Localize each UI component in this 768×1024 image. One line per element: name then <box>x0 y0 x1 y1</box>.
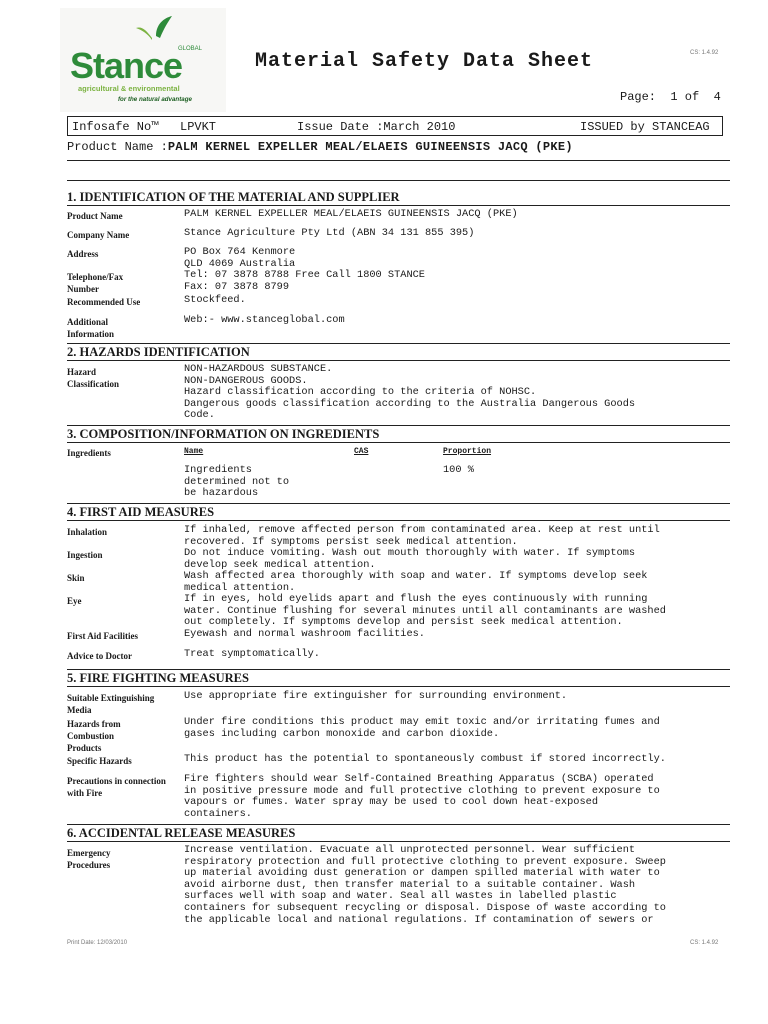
svg-text:for the natural advantage: for the natural advantage <box>118 96 192 103</box>
svg-text:Stance: Stance <box>70 45 183 86</box>
section-4-title: 4. FIRST AID MEASURES <box>67 505 215 519</box>
eye-value: If in eyes, hold eyelids apart and flush the eyes continuously with running water. Continue flushing for several minutes until all contaminants are washed out completely. If symptoms develop and persist seek medical attention. <box>184 593 666 629</box>
divider <box>67 669 730 670</box>
fire-precautions-label: Precautions in connection with Fire <box>67 776 166 798</box>
address-value: PO Box 764 Kenmore QLD 4069 Australia <box>184 246 296 270</box>
inhalation-value: If inhaled, remove affected person from contaminated area. Keep at rest until recovered. If symptoms persist seek medical attention. <box>184 524 660 548</box>
stance-logo-icon <box>60 8 226 112</box>
telephone-fax-label: Telephone/Fax Number <box>67 272 124 294</box>
extinguishing-media-label: Suitable Extinguishing Media <box>67 693 155 715</box>
advice-to-doctor-label: Advice to Doctor <box>67 651 132 661</box>
svg-text:GLOBAL: GLOBAL <box>178 46 203 52</box>
section-2-title: 2. HAZARDS IDENTIFICATION <box>67 345 250 359</box>
info-bar <box>67 116 723 136</box>
issue-date: Issue Date :March 2010 <box>297 120 456 134</box>
column-header-proportion: Proportion <box>443 447 492 456</box>
product-name-line <box>67 140 573 154</box>
ingredients-label: Ingredients <box>67 448 111 458</box>
svg-text:agricultural & environmental: agricultural & environmental <box>78 84 180 93</box>
company-name-label: Company Name <box>67 230 130 240</box>
first-aid-facilities-value: Eyewash and normal washroom facilities. <box>184 628 425 640</box>
divider <box>67 520 730 521</box>
page-number: Page: 1 of 4 <box>620 90 721 104</box>
infosafe-label: Infosafe No™ <box>72 120 159 134</box>
divider <box>67 180 730 181</box>
emergency-procedures-value: Increase ventilation. Evacuate all unprotected personnel. Wear sufficient respiratory protection and full protective clothing to prevent exposure. Sweep up material avoiding dust generation or dampen spilled material with water to avoid airborne dust, then transfer material to a suitable container. Wash surfaces well with soap and water. Seal all wastes in labelled plastic containers for subsequent recycling or disposal. Dispose of waste according to the applicable local and national regulations. If contamination of sewers or <box>184 844 666 926</box>
divider <box>67 205 730 206</box>
skin-label: Skin <box>67 573 85 583</box>
recommended-use-value: Stockfeed. <box>184 294 246 306</box>
section-1-title: 1. IDENTIFICATION OF THE MATERIAL AND SUPPLIER <box>67 190 400 204</box>
advice-to-doctor-value: Treat symptomatically. <box>184 648 320 660</box>
eye-label: Eye <box>67 596 82 606</box>
divider <box>67 503 730 504</box>
section-5-title: 5. FIRE FIGHTING MEASURES <box>67 671 249 685</box>
divider <box>67 442 730 443</box>
emergency-procedures-label: Emergency Procedures <box>67 848 111 870</box>
infosafe-number: LPVKT <box>180 120 217 134</box>
divider <box>67 160 730 161</box>
divider <box>67 343 730 344</box>
inhalation-label: Inhalation <box>67 527 108 537</box>
divider <box>67 686 730 687</box>
company-logo <box>60 8 226 112</box>
additional-info-value: Web:- www.stanceglobal.com <box>184 314 345 326</box>
recommended-use-label: Recommended Use <box>67 297 141 307</box>
divider <box>67 360 730 361</box>
section-6-title: 6. ACCIDENTAL RELEASE MEASURES <box>67 826 296 840</box>
telephone-fax-value: Tel: 07 3878 8788 Free Call 1800 STANCE Fax: 07 3878 8799 <box>184 269 425 293</box>
ingredient-proportion-cell: 100 % <box>443 464 474 476</box>
skin-value: Wash affected area thoroughly with soap and water. If symptoms develop seek medical attention. <box>184 570 648 594</box>
ingredient-name-cell: Ingredients determined not to be hazardous <box>184 464 290 500</box>
hazard-classification-label: Hazard Classification <box>67 367 120 389</box>
ingestion-value: Do not induce vomiting. Wash out mouth thoroughly with water. If symptoms develop seek medical attention. <box>184 547 636 571</box>
column-header-cas: CAS <box>354 447 369 456</box>
first-aid-facilities-label: First Aid Facilities <box>67 631 138 641</box>
hazard-classification-value: NON-HAZARDOUS SUBSTANCE. NON-DANGEROUS GOODS. Hazard classification according to the criteria of NOHSC. Dangerous goods classification according to the Australia Dangerous Goods Code. <box>184 363 636 422</box>
extinguishing-media-value: Use appropriate fire extinguisher for surrounding environment. <box>184 690 568 702</box>
section-3-title: 3. COMPOSITION/INFORMATION ON INGREDIENTS <box>67 427 380 441</box>
page-title: Material Safety Data Sheet <box>255 50 594 73</box>
divider <box>67 425 730 426</box>
additional-info-label: Additional Information <box>67 317 114 339</box>
product-name-label: Product Name <box>67 211 123 221</box>
print-date: Print Date: 12/03/2010 <box>67 940 128 946</box>
product-name-label: Product Name : <box>67 140 168 154</box>
product-name-value: PALM KERNEL EXPELLER MEAL/ELAEIS GUINEENSIS JACQ (PKE) <box>184 208 518 220</box>
combustion-hazards-label: Hazards from Combustion Products <box>67 719 121 753</box>
cs-code: CS: 1.4.92 <box>690 50 719 56</box>
cs-code-footer: CS: 1.4.92 <box>690 940 719 946</box>
specific-hazards-value: This product has the potential to spontaneously combust if stored incorrectly. <box>184 753 666 765</box>
ingestion-label: Ingestion <box>67 550 103 560</box>
divider <box>67 841 730 842</box>
column-header-name: Name <box>184 447 204 456</box>
issued-by: ISSUED by STANCEAG <box>580 120 710 134</box>
specific-hazards-label: Specific Hazards <box>67 756 132 766</box>
divider <box>67 824 730 825</box>
company-name-value: Stance Agriculture Pty Ltd (ABN 34 131 855 395) <box>184 227 475 239</box>
product-name-value: PALM KERNEL EXPELLER MEAL/ELAEIS GUINEENSIS JACQ (PKE) <box>167 140 573 154</box>
fire-precautions-value: Fire fighters should wear Self-Contained Breathing Apparatus (SCBA) operated in positive pressure mode and full protective clothing to prevent exposure to vapours or fumes. Water spray may be used to cool down heat-exposed containers. <box>184 773 660 820</box>
combustion-hazards-value: Under fire conditions this product may emit toxic and/or irritating fumes and gases including carbon monoxide and carbon dioxide. <box>184 716 660 740</box>
address-label: Address <box>67 249 99 259</box>
